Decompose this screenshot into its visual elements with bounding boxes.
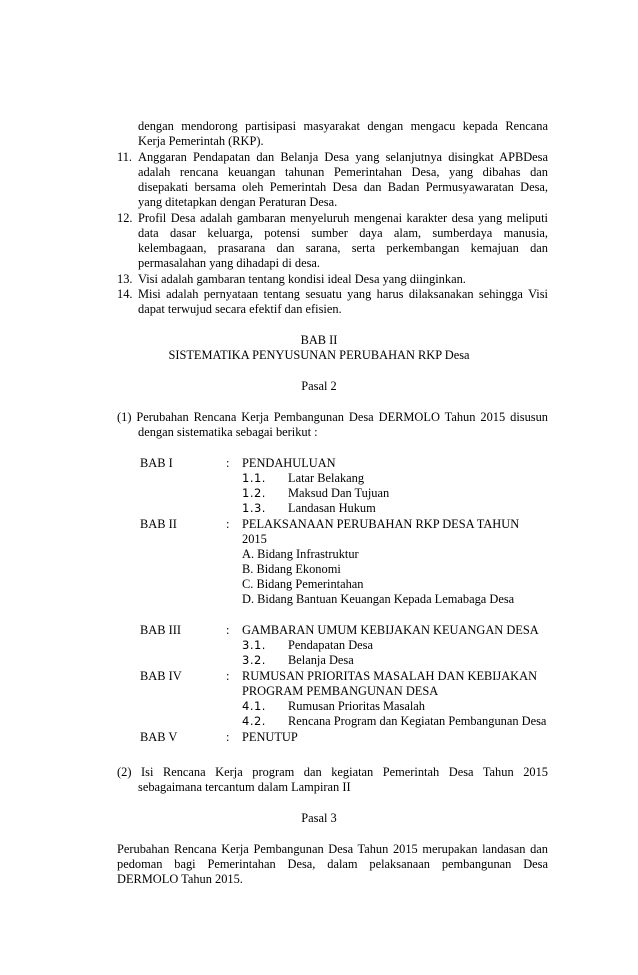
item-number: 11. xyxy=(117,150,133,164)
article-heading: Pasal 3 xyxy=(301,811,337,825)
toc-subsection xyxy=(242,653,354,668)
toc-subsection xyxy=(242,714,546,729)
toc-subsection-text: C. Bidang Pemerintahan xyxy=(242,577,364,591)
toc-subsection-text: Landasan Hukum xyxy=(288,501,376,515)
toc-subsection-text: Latar Belakang xyxy=(288,471,365,485)
toc-subsection-text: Rencana Program dan Kegiatan Pembangunan Desa xyxy=(288,714,547,728)
toc-chapter-title: GAMBARAN UMUM KEBIJAKAN KEUANGAN DESA xyxy=(242,623,539,637)
toc-subsection xyxy=(242,486,389,501)
toc-subsection xyxy=(242,501,376,516)
toc-colon: : xyxy=(226,517,230,531)
item-line: Anggaran Pendapatan dan Belanja Desa yang selanjutnya disingkat APBDesa xyxy=(138,150,548,164)
toc-chapter-title: PENUTUP xyxy=(242,730,298,744)
toc-subsection-text: B. Bidang Ekonomi xyxy=(242,562,341,576)
toc-subsection-text: Belanja Desa xyxy=(288,653,354,667)
item-number: 13. xyxy=(117,272,133,286)
toc-chapter-title-cont: PROGRAM PEMBANGUNAN DESA xyxy=(242,684,439,698)
item-line: Visi adalah gambaran tentang kondisi ideal Desa yang diinginkan. xyxy=(138,272,466,286)
item-line: adalah rencana keuangan tahunan Pemerintahan Desa, yang dibahas dan xyxy=(138,165,548,179)
toc-chapter-title-cont: 2015 xyxy=(242,532,267,546)
paragraph-1-line-1: (1) Perubahan Rencana Kerja Pembangunan Desa DERMOLO Tahun 2015 disusun xyxy=(117,410,548,424)
chapter-title: SISTEMATIKA PENYUSUNAN PERUBAHAN RKP Desa xyxy=(168,348,470,362)
toc-chapter-label: BAB I xyxy=(140,456,173,470)
toc-subsection-text: Pendapatan Desa xyxy=(288,638,373,652)
item-line: disepakati bersama oleh Pemerintah Desa dan Badan Permusyawaratan Desa, xyxy=(138,180,548,194)
toc-subsection-number: 1.3. xyxy=(242,501,266,515)
item-number: 14. xyxy=(117,287,133,301)
item-line: permasalahan yang dihadapi di desa. xyxy=(138,256,321,270)
toc-subsection-text: A. Bidang Infrastruktur xyxy=(242,547,359,561)
toc-subsection-number: 1.2. xyxy=(242,486,266,500)
toc-chapter-label: BAB V xyxy=(140,730,178,744)
article-heading: Pasal 2 xyxy=(301,379,337,393)
item-line: kelembagaan, prasarana dan sarana, serta perkembangan kemajuan dan xyxy=(138,241,548,255)
article-3-line-1: Perubahan Rencana Kerja Pembangunan Desa Tahun 2015 merupakan landasan dan xyxy=(117,842,548,856)
paragraph-1-line-2: dengan sistematika sebagai berikut : xyxy=(138,425,318,439)
toc-subsection-number: 3.1. xyxy=(242,638,266,652)
toc-subsection xyxy=(242,699,425,714)
toc-subsection-number: 4.2. xyxy=(242,714,266,728)
article-3-line-2: pedoman bagi Pemerintahan Desa, dalam pelaksanaan pembangunan Desa xyxy=(117,857,548,871)
toc-subsection-number: 3.2. xyxy=(242,653,266,667)
toc-subsection-text: Maksud Dan Tujuan xyxy=(288,486,390,500)
item-line: Profil Desa adalah gambaran menyeluruh mengenai karakter desa yang meliputi xyxy=(138,211,548,225)
chapter-heading: BAB II xyxy=(300,333,338,347)
toc-subsection xyxy=(242,638,373,653)
toc-chapter-title: PELAKSANAAN PERUBAHAN RKP DESA TAHUN xyxy=(242,517,520,531)
toc-subsection-text: Rumusan Prioritas Masalah xyxy=(288,699,425,713)
item-line: yang ditetapkan dengan Peraturan Desa. xyxy=(138,195,338,209)
toc-subsection-number: 1.1. xyxy=(242,471,266,485)
toc-chapter-label: BAB II xyxy=(140,517,177,531)
toc-colon: : xyxy=(226,456,230,470)
toc-chapter-label: BAB III xyxy=(140,623,181,637)
article-3-line-3: DERMOLO Tahun 2015. xyxy=(117,872,243,886)
toc-colon: : xyxy=(226,623,230,637)
toc-subsection-text: D. Bidang Bantuan Keuangan Kepada Lemabaga Desa xyxy=(242,592,515,606)
item-line: data dasar keluarga, potensi sumber daya alam, sumberdaya manusia, xyxy=(138,226,548,240)
toc-colon: : xyxy=(226,730,230,744)
toc-subsection-number: 4.1. xyxy=(242,699,266,713)
intro-line-2: Kerja Pemerintah (RKP). xyxy=(138,134,264,148)
item-line: Misi adalah pernyataan tentang sesuatu yang harus dilaksanakan sehingga Visi xyxy=(138,287,548,301)
toc-colon: : xyxy=(226,669,230,683)
toc-chapter-title: RUMUSAN PRIORITAS MASALAH DAN KEBIJAKAN xyxy=(242,669,538,683)
paragraph-2-line-2: sebagaimana tercantum dalam Lampiran II xyxy=(138,780,351,794)
toc-chapter-label: BAB IV xyxy=(140,669,182,683)
item-line: dapat terwujud secara efektif dan efisien. xyxy=(138,302,342,316)
item-number: 12. xyxy=(117,211,133,225)
intro-line-1: dengan mendorong partisipasi masyarakat dengan mengacu kepada Rencana xyxy=(138,119,548,133)
paragraph-2-line-1: (2) Isi Rencana Kerja program dan kegiatan Pemerintah Desa Tahun 2015 xyxy=(117,765,548,779)
toc-subsection xyxy=(242,471,364,486)
toc-chapter-title: PENDAHULUAN xyxy=(242,456,336,470)
